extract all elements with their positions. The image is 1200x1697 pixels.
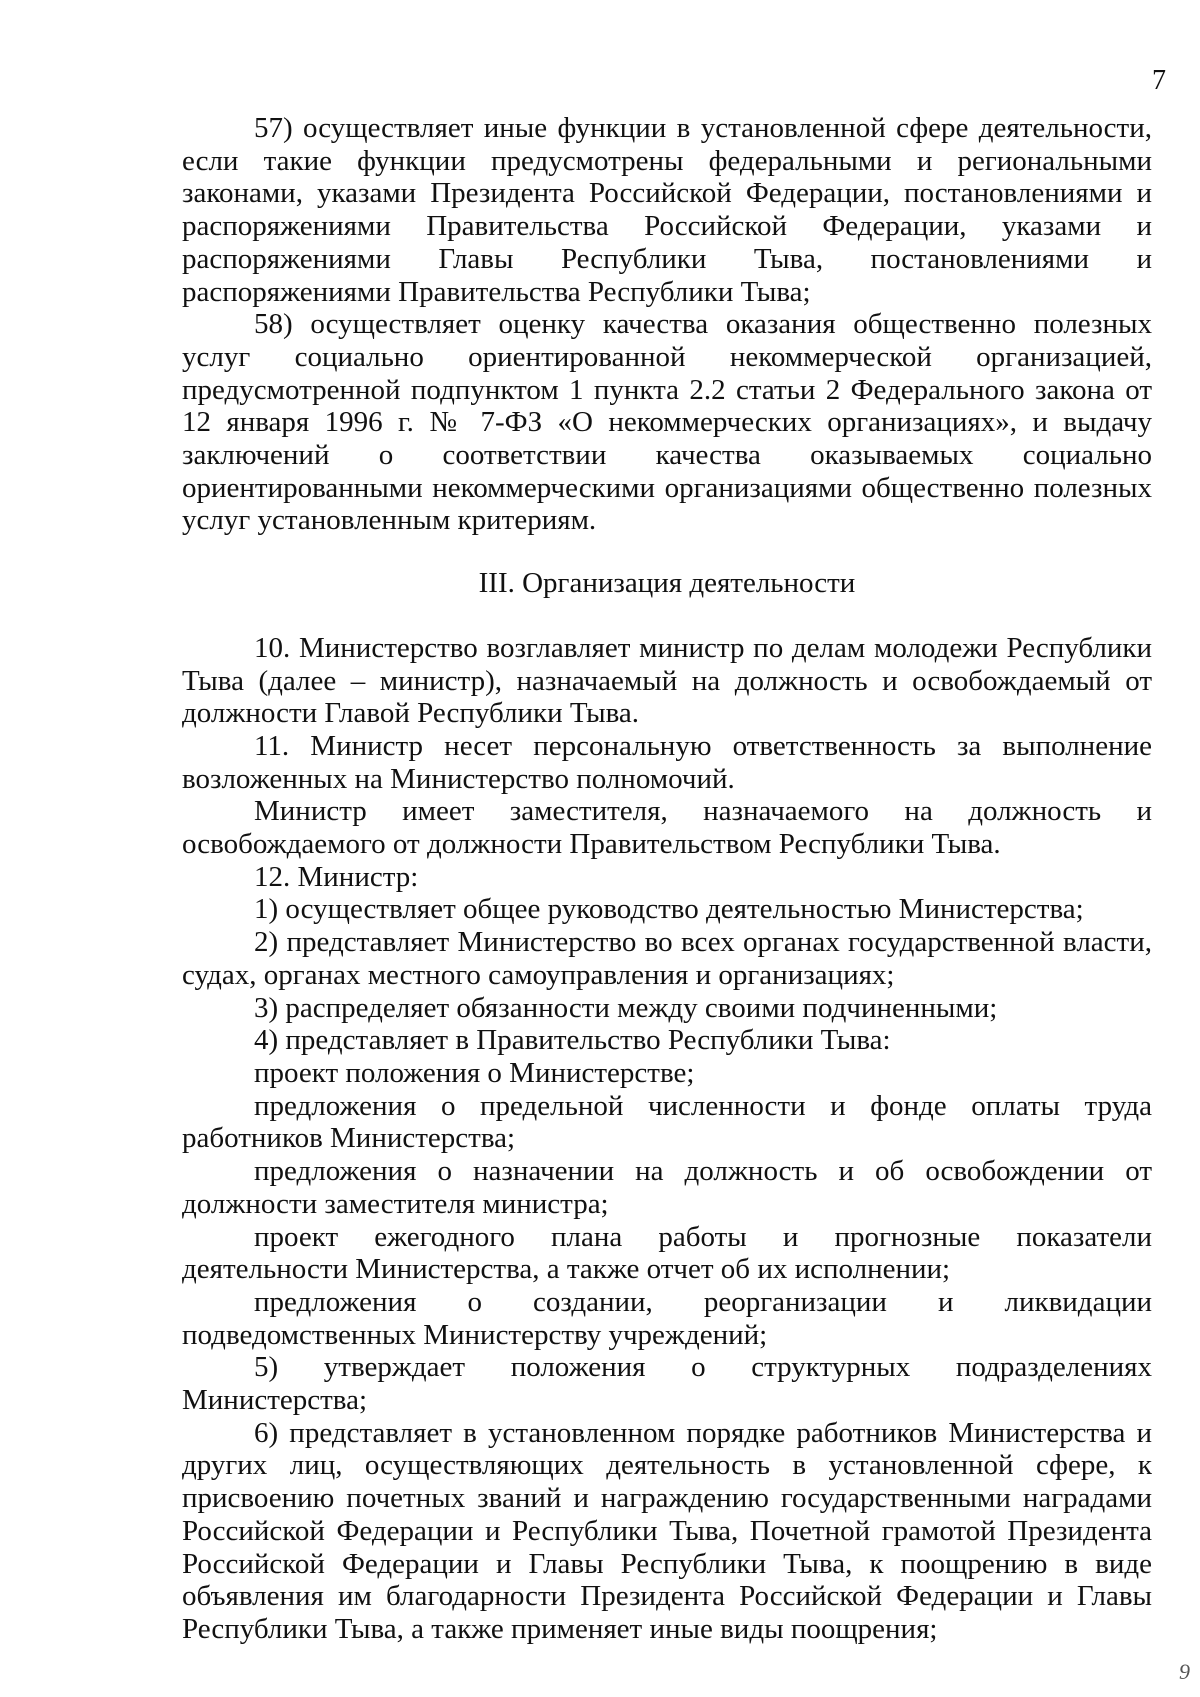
item-4-sub-1: проект положения о Министерстве; bbox=[254, 1056, 695, 1089]
item-4-sub-2: предложения о предельной численности и фонде оплаты труда работников Министерства; bbox=[182, 1089, 1152, 1155]
item-1: 1) осуществляет общее руководство деятельностью Министерства; bbox=[254, 893, 1084, 926]
clause-11: 11. Министр несет персональную ответственность за выполнение возложенных на Министерство полномочий. bbox=[182, 729, 1152, 795]
clause-12: 12. Министр: bbox=[254, 860, 419, 893]
document-body bbox=[182, 112, 1152, 1646]
item-2: 2) представляет Министерство во всех органах государственной власти, судах, органах местного самоуправления и организациях; bbox=[182, 926, 1152, 991]
item-4-sub-4: проект ежегодного плана работы и прогнозные показатели деятельности Министерства, а также отчет об их исполнении; bbox=[182, 1220, 1152, 1286]
clause-10: 10. Министерство возглавляет министр по делам молодежи Республики Тыва (далее – министр), назначаемый на должность и освобождаемый от должности Главой Республики Тыва. bbox=[182, 631, 1152, 730]
item-3: 3) распределяет обязанности между своими подчиненными; bbox=[254, 991, 998, 1024]
section-heading: III. Организация деятельности bbox=[478, 567, 856, 600]
item-5: 5) утверждает положения о структурных подразделениях Министерства; bbox=[182, 1351, 1152, 1417]
item-4: 4) представляет в Правительство Республики Тыва: bbox=[254, 1024, 891, 1057]
item-6: 6) представляет в установленном порядке работников Министерства и других лиц, осуществляющих деятельность в установленной сфере, к присвоению почетных званий и награждению государственными наградами Российской Федерации и Республики Тыва, Почетной грамотой Президента Российской Федерации и Главы Республики Тыва, к поощрению в виде объявления им благодарности Президента Российской Федерации и Главы Республики Тыва, а также применяет иные виды поощрения; bbox=[182, 1416, 1152, 1645]
clause-57: 57) осуществляет иные функции в установленной сфере деятельности, если такие функции предусмотрены федеральными и региональными законами, указами Президента Российской Федерации, постановлениями и распоряжениями Правительства Российской Федерации, указами и распоряжениями Главы Республики Тыва, постановлениями и распоряжениями Правительства Республики Тыва; bbox=[182, 112, 1152, 308]
item-4-sub-5: предложения о создании, реорганизации и ликвидации подведомственных Министерству учреждений; bbox=[182, 1285, 1152, 1351]
page-number: 7 bbox=[1152, 65, 1166, 96]
item-4-sub-3: предложения о назначении на должность и об освобождении от должности заместителя министра; bbox=[182, 1155, 1152, 1220]
clause-58: 58) осуществляет оценку качества оказания общественно полезных услуг социально ориентированной некоммерческой организацией, предусмотренной подпунктом 1 пункта 2.2 статьи 2 Федерального закона от 12 января 1996 г. № 7-ФЗ «О некоммерческих организациях», и выдачу заключений о соответствии качества оказываемых социально ориентированными некоммерческими организациями общественно полезных услуг установленным критериям. bbox=[182, 308, 1152, 537]
deputy-paragraph: Министр имеет заместителя, назначаемого на должность и освобождаемого от должности Правительством Республики Тыва. bbox=[182, 795, 1152, 861]
scan-edge-mark: 9 bbox=[1179, 1659, 1190, 1684]
